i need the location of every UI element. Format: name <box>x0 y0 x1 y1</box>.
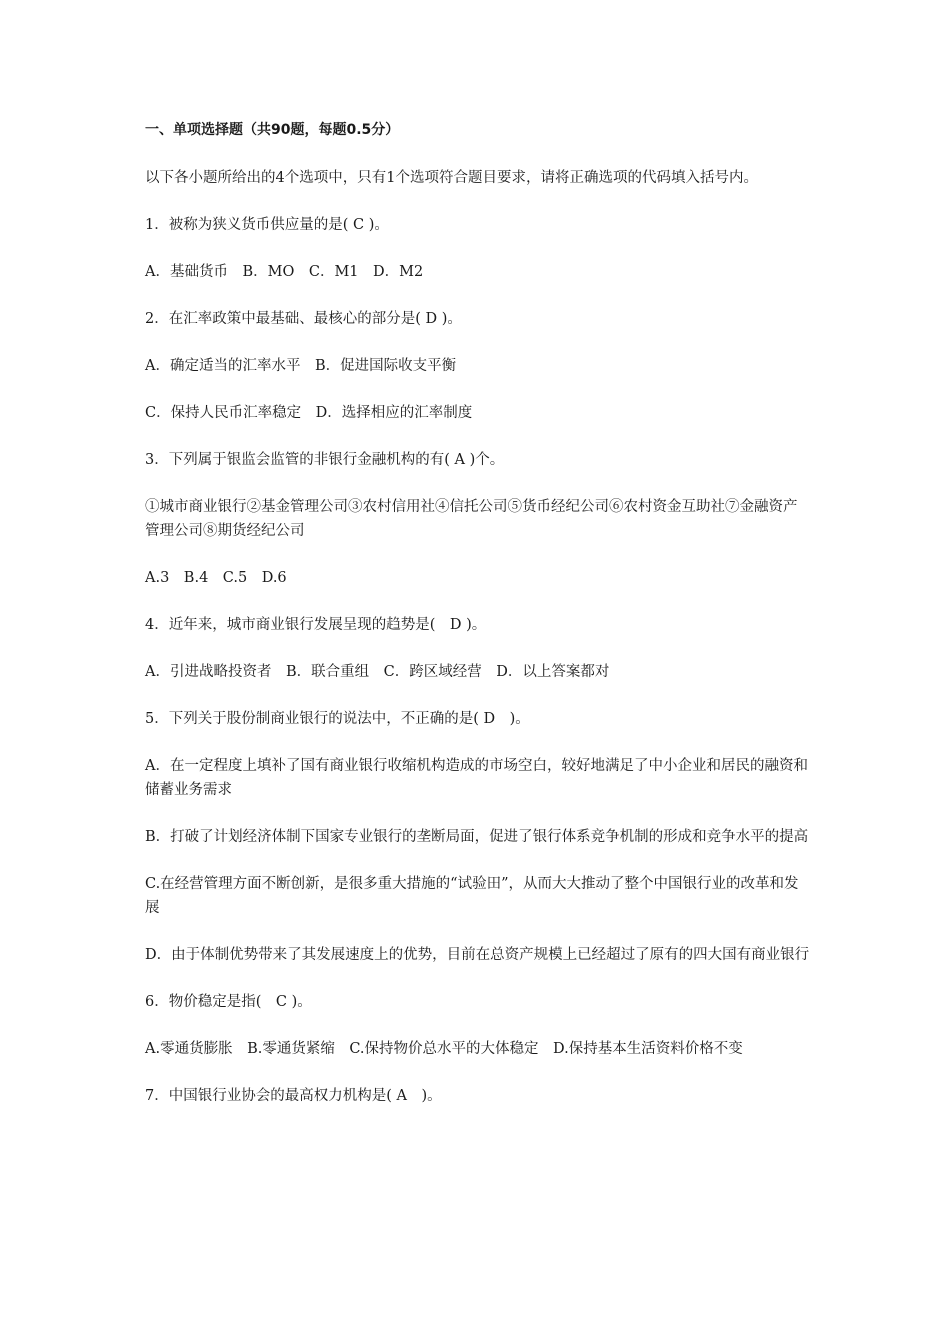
question-3-list: ①城市商业银行②基金管理公司③农村信用社④信托公司⑤货币经纪公司⑥农村资金互助社⑦金融资产管理公司⑧期货经纪公司 <box>145 499 798 539</box>
question-4-options: A．引进战略投资者 B．联合重组 C．跨区域经营 D．以上答案都对 <box>145 664 610 680</box>
question-6-options: A.零通货膨胀 B.零通货紧缩 C.保持物价总水平的大体稳定 D.保持基本生活资料价格不变 <box>145 1041 743 1057</box>
question-7-stem: 7．中国银行业协会的最高权力机构是( A )。 <box>145 1088 442 1104</box>
question-3-stem: 3．下列属于银监会监管的非银行金融机构的有( A )个。 <box>145 452 505 468</box>
question-5-option-b: B．打破了计划经济体制下国家专业银行的垄断局面，促进了银行体系竞争机制的形成和竞争水平的提高 <box>145 829 809 845</box>
question-2-options-cd: C．保持人民币汇率稳定 D．选择相应的汇率制度 <box>145 405 473 421</box>
question-1-stem: 1．被称为狭义货币供应量的是( C )。 <box>145 217 389 233</box>
question-6-stem: 6．物价稳定是指( C )。 <box>145 994 312 1010</box>
question-1-options: A．基础货币 B．MO C．M1 D．M2 <box>145 264 424 280</box>
question-2-stem: 2．在汇率政策中最基础、最核心的部分是( D )。 <box>145 311 462 327</box>
question-3-options: A.3 B.4 C.5 D.6 <box>145 570 287 586</box>
section-heading: 一、单项选择题（共90题，每题0.5分） <box>145 122 400 138</box>
question-5-stem: 5．下列关于股份制商业银行的说法中，不正确的是( D )。 <box>145 711 530 727</box>
question-5-option-a: A．在一定程度上填补了国有商业银行收缩机构造成的市场空白，较好地满足了中小企业和居民的融资和储蓄业务需求 <box>145 758 808 798</box>
question-2-options-ab: A．确定适当的汇率水平 B．促进国际收支平衡 <box>145 358 457 374</box>
question-5-option-d: D．由于体制优势带来了其发展速度上的优势，目前在总资产规模上已经超过了原有的四大国有商业银行 <box>145 947 810 963</box>
question-4-stem: 4．近年来，城市商业银行发展呈现的趋势是( D )。 <box>145 617 487 633</box>
instruction-text: 以下各小题所给出的4个选项中，只有1个选项符合题目要求，请将正确选项的代码填入括号内。 <box>145 170 758 186</box>
question-5-option-c: C.在经营管理方面不断创新，是很多重大措施的“试验田”，从而大大推动了整个中国银行业的改革和发展 <box>145 876 799 916</box>
document-page <box>145 118 810 1131</box>
